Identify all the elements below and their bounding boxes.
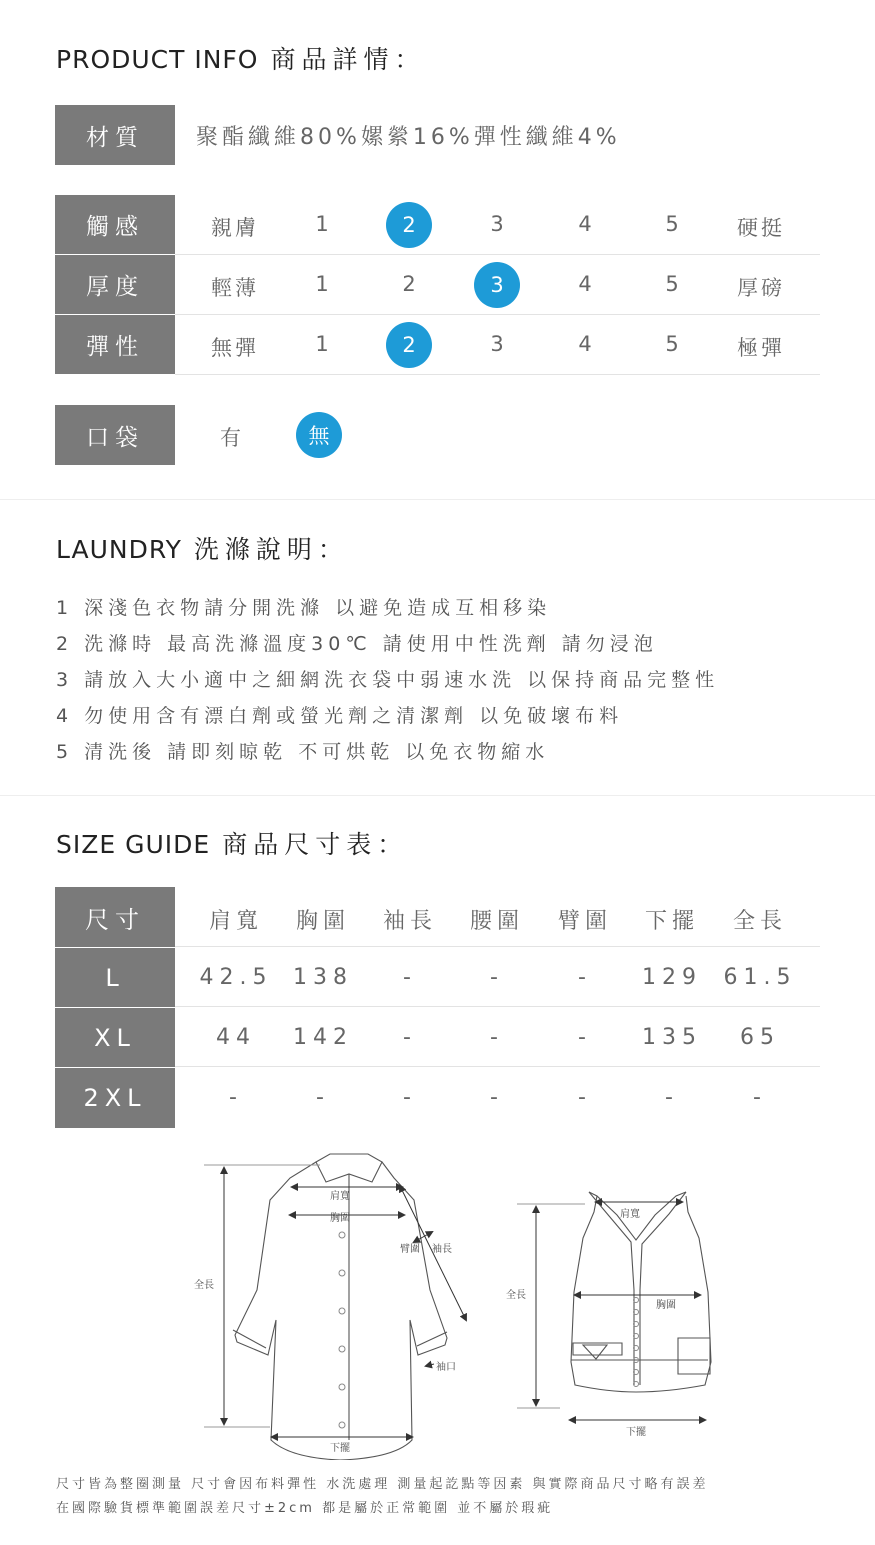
- scale-high-label: 硬挺: [737, 216, 785, 240]
- size-row-label: L: [55, 947, 175, 1008]
- size-cell: 61.5: [723, 965, 797, 990]
- scale-low-label: 輕薄: [211, 276, 259, 300]
- scale-label: 彈性: [55, 315, 175, 374]
- scale-value: 3: [490, 332, 504, 356]
- product-info-title: [56, 40, 426, 76]
- vest-measure-lines: [517, 1202, 705, 1420]
- size-guide-title-cn: 商品尺寸表：: [222, 830, 409, 859]
- shirt-sleeve-label: 袖長: [432, 1244, 452, 1255]
- size-cell: 135: [642, 1025, 702, 1050]
- scale-high-label: 極彈: [737, 336, 785, 360]
- vest-shoulder-label: 肩寬: [620, 1209, 640, 1220]
- size-cell: 65: [740, 1025, 780, 1050]
- laundry-item: 3 請放入大小適中之細網洗衣袋中弱速水洗 以保持商品完整性: [56, 669, 720, 691]
- product-info-title-cn: 商品詳情：: [270, 45, 426, 74]
- size-cell: -: [490, 1025, 504, 1050]
- scale-value: 4: [578, 332, 592, 356]
- size-guide-title-en: SIZE GUIDE: [56, 830, 211, 859]
- section-divider: [0, 795, 875, 796]
- laundry-item: 4 勿使用含有漂白劑或螢光劑之清潔劑 以免破壞布料: [56, 705, 624, 727]
- row-divider: [175, 1006, 820, 1007]
- size-cell: -: [316, 1085, 330, 1110]
- size-row-label: 2XL: [55, 1067, 175, 1128]
- row-divider: [175, 254, 820, 255]
- size-column-header: 胸圍: [295, 909, 350, 934]
- pocket-yes: 有: [220, 426, 244, 450]
- row-divider: [175, 1066, 820, 1067]
- shirt-measure-lines: [204, 1165, 466, 1437]
- pocket-label: 口袋: [55, 405, 175, 465]
- size-cell: 129: [642, 965, 702, 990]
- shirt-buttons: [339, 1232, 345, 1428]
- size-cell: -: [229, 1085, 243, 1110]
- scale-label: 觸感: [55, 195, 175, 254]
- scale-label: 厚度: [55, 255, 175, 314]
- scale-low-label: 無彈: [211, 336, 259, 360]
- vest-drawing: [571, 1192, 711, 1392]
- size-column-header: 袖長: [382, 909, 437, 934]
- size-cell: 42.5: [199, 965, 273, 990]
- shirt-arm-label: 臂圍: [400, 1244, 420, 1255]
- vest-length-label: 全長: [506, 1290, 526, 1301]
- vest-chest-label: 胸圍: [656, 1300, 676, 1311]
- size-row-label: XL: [55, 1007, 175, 1068]
- size-cell: 138: [293, 965, 353, 990]
- size-cell: -: [578, 1085, 592, 1110]
- row-divider: [175, 374, 820, 375]
- scale-value: 4: [578, 212, 592, 236]
- pocket-no-selected: 無: [296, 412, 342, 458]
- vest-hem-label: 下擺: [626, 1427, 646, 1438]
- shirt-length-label: 全長: [194, 1280, 214, 1291]
- material-label: 材質: [55, 105, 175, 165]
- size-cell: -: [578, 965, 592, 990]
- laundry-item: 5 清洗後 請即刻晾乾 不可烘乾 以免衣物縮水: [56, 741, 550, 763]
- scale-value: 1: [315, 212, 329, 236]
- size-column-header: 全長: [732, 909, 787, 934]
- size-column-header: 臂圍: [557, 909, 612, 934]
- size-cell: -: [578, 1025, 592, 1050]
- scale-value: 2: [402, 272, 416, 296]
- scale-value: 3: [490, 212, 504, 236]
- shirt-shoulder-label: 肩寬: [330, 1191, 350, 1202]
- scale-value: 1: [315, 272, 329, 296]
- laundry-title-en: LAUNDRY: [56, 535, 182, 564]
- section-divider: [0, 499, 875, 500]
- garment-diagrams: [0, 1140, 875, 1460]
- size-cell: -: [490, 965, 504, 990]
- scale-value: 5: [665, 332, 679, 356]
- material-value: 聚酯纖維80%嫘縈16%彈性纖維4%: [196, 125, 621, 150]
- size-cell: -: [403, 965, 417, 990]
- scale-value-selected: 2: [386, 322, 432, 368]
- size-cell: 44: [216, 1025, 256, 1050]
- shirt-hem-label: 下擺: [330, 1443, 350, 1454]
- product-info-title-en: PRODUCT INFO: [56, 45, 259, 74]
- laundry-title: [56, 530, 349, 566]
- size-column-header: 肩寬: [208, 909, 263, 934]
- scale-low-label: 親膚: [211, 216, 259, 240]
- shirt-chest-label: 胸圍: [330, 1213, 350, 1224]
- size-column-header: 下擺: [644, 909, 699, 934]
- size-cell: -: [665, 1085, 679, 1110]
- scale-value: 4: [578, 272, 592, 296]
- scale-value: 5: [665, 212, 679, 236]
- size-column-header: 腰圍: [469, 909, 524, 934]
- shirt-cuff-label: 袖口: [436, 1362, 456, 1373]
- scale-value-selected: 3: [474, 262, 520, 308]
- row-divider: [175, 946, 820, 947]
- scale-value: 1: [315, 332, 329, 356]
- row-divider: [175, 314, 820, 315]
- size-cell: -: [403, 1025, 417, 1050]
- size-header-label: 尺寸: [55, 887, 175, 947]
- size-guide-title: [56, 825, 408, 861]
- size-cell: 142: [293, 1025, 353, 1050]
- scale-value: 5: [665, 272, 679, 296]
- size-cell: -: [753, 1085, 767, 1110]
- size-cell: -: [403, 1085, 417, 1110]
- scale-value-selected: 2: [386, 202, 432, 248]
- size-note: 在國際驗貨標準範圍誤差尺寸±2cm 都是屬於正常範圍 並不屬於瑕疵: [56, 1501, 554, 1516]
- size-cell: -: [490, 1085, 504, 1110]
- laundry-item: 1 深淺色衣物請分開洗滌 以避免造成互相移染: [56, 597, 552, 619]
- laundry-title-cn: 洗滌說明：: [193, 535, 349, 564]
- scale-high-label: 厚磅: [737, 276, 785, 300]
- laundry-item: 2 洗滌時 最高洗滌溫度30℃ 請使用中性洗劑 請勿浸泡: [56, 633, 658, 655]
- size-note: 尺寸皆為整圈測量 尺寸會因布料彈性 水洗處理 測量起訖點等因素 與實際商品尺寸略有誤差: [56, 1477, 709, 1492]
